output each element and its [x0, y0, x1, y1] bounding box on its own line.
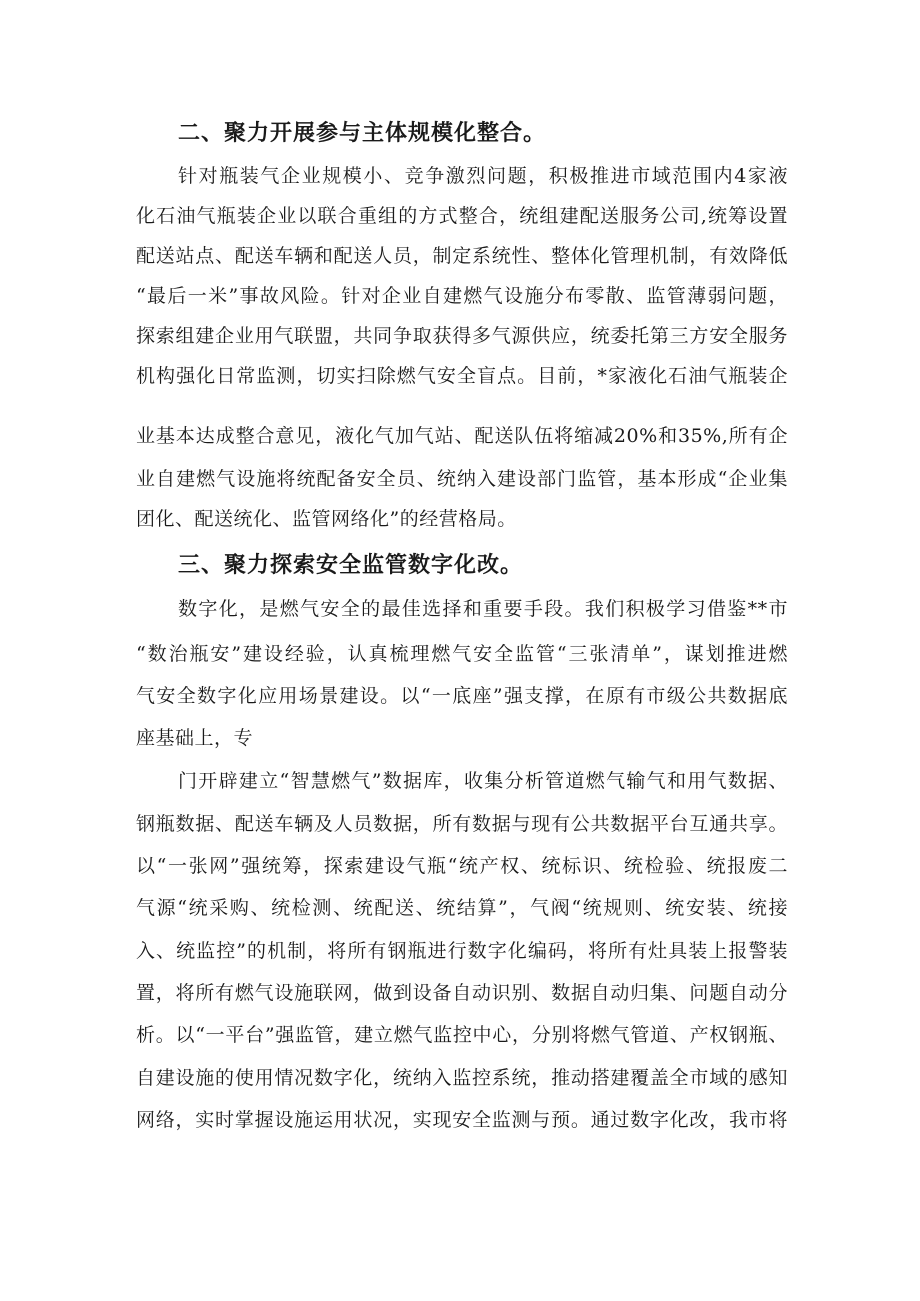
section-3-para-2-line: 置，将所有燃气设施联网，做到设备自动识别、数据自动归集、问题自动分 [136, 982, 788, 1004]
section-2-line: “最后一米”事故风险。针对企业自建燃气设施分布零散、监管薄弱问题， [136, 285, 788, 307]
section-3-para-2-line: 钢瓶数据、配送车辆及人员数据，所有数据与现有公共数据平台互通共享。 [136, 813, 788, 835]
section-3-para-2-line: 门开辟建立“智慧燃气”数据库，收集分析管道燃气输气和用气数据、 [178, 770, 788, 792]
section-3-para-2-line: 入、统监控”的机制，将所有钢瓶进行数字化编码，将所有灶具装上报警装 [136, 940, 788, 962]
section-3-para-1-line: 气安全数字化应用场景建设。以“一底座”强支撑，在原有市级公共数据底 [136, 685, 788, 707]
section-2-line: 化石油气瓶装企业以联合重组的方式整合，统组建配送服务公司,统筹设置 [136, 205, 788, 227]
section-3-para-1-line: 座基础上，专 [136, 727, 254, 749]
section-2-line: 探索组建企业用气联盟，共同争取获得多气源供应，统委托第三方安全服务 [136, 325, 788, 347]
section-2-line: 配送站点、配送车辆和配送人员，制定系统性、整体化管理机制，有效降低 [136, 245, 788, 267]
section-2-line: 业基本达成整合意见，液化气加气站、配送队伍将缩减20%和35%,所有企 [136, 425, 788, 447]
section-3-para-2-line: 自建设施的使用情况数字化，统纳入监控系统，推动搭建覆盖全市域的感知 [136, 1067, 788, 1089]
section-2-line: 业自建燃气设施将统配备安全员、统纳入建设部门监管，基本形成“企业集 [136, 468, 788, 490]
section-3-para-2-line: 气源“统采购、统检测、统配送、统结算”，气阀“统规则、统安装、统接 [136, 897, 788, 919]
section-2-line: 针对瓶装气企业规模小、竞争激烈问题，积极推进市域范围内4家液 [178, 165, 788, 187]
section-3-para-1-line: 数字化，是燃气安全的最佳选择和重要手段。我们积极学习借鉴**市 [178, 598, 788, 620]
section-3-para-2-line: 以“一张网”强统筹，探索建设气瓶“统产权、统标识、统检验、统报废二 [136, 855, 788, 877]
section-3-para-2-line: 网络，实时掌握设施运用状况，实现安全监测与预。通过数字化改，我市将 [136, 1109, 788, 1131]
section-2-line: 团化、配送统化、监管网络化”的经营格局。 [136, 508, 517, 530]
section-3-para-2-line: 析。以“一平台”强监管，建立燃气监控中心，分别将燃气管道、产权钢瓶、 [136, 1024, 788, 1046]
section-3-para-1-line: “数治瓶安”建设经验，认真梳理燃气安全监管“三张清单”，谋划推进燃 [136, 643, 788, 665]
section-3-heading: 三、聚力探索安全监管数字化改。 [178, 553, 524, 578]
section-2-heading: 二、聚力开展参与主体规模化整合。 [178, 121, 547, 146]
section-2-line: 机构强化日常监测，切实扫除燃气安全盲点。目前，*家液化石油气瓶装企 [136, 365, 788, 387]
